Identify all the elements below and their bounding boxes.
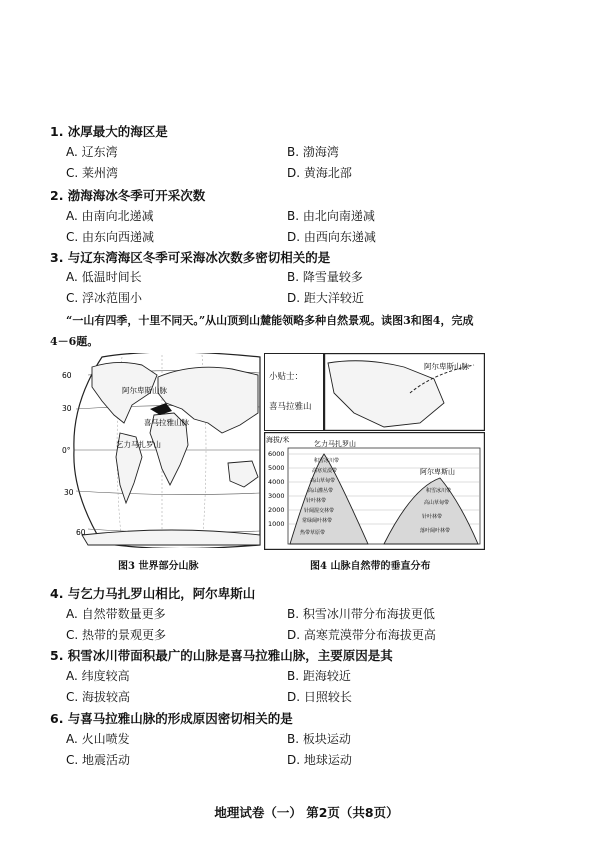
svg-text:积雪冰川带: 积雪冰川带 bbox=[426, 488, 452, 494]
figure3-world-map bbox=[62, 353, 262, 548]
question-3-option-d[interactable]: D. 距大洋较近 bbox=[287, 291, 364, 305]
question-2-option-b[interactable]: B. 由北向南递减 bbox=[287, 209, 375, 223]
svg-text:4000: 4000 bbox=[268, 478, 285, 486]
question-4-option-b[interactable]: B. 积雪冰川带分布海拔更低 bbox=[287, 607, 435, 621]
antarctica-shape bbox=[82, 530, 260, 545]
intro-line-1: “一山有四季，十里不同天。”从山顶到山麓能领略多种自然景观。读图3和图4，完成 bbox=[66, 314, 474, 327]
tip-label: 小贴士： bbox=[269, 372, 304, 382]
question-6-stem: 6. 与喜马拉雅山脉的形成原因密切相关的是 bbox=[50, 711, 293, 726]
tip-value: 喜马拉雅山 bbox=[269, 402, 312, 412]
svg-text:1000: 1000 bbox=[268, 520, 285, 528]
svg-text:积雪冰川带: 积雪冰川带 bbox=[314, 458, 340, 464]
question-3-option-c[interactable]: C. 浮冰范围小 bbox=[66, 291, 143, 305]
question-5-option-b[interactable]: B. 距海较近 bbox=[287, 669, 351, 683]
figure4-caption: 图4 山脉自然带的垂直分布 bbox=[310, 561, 431, 572]
question-1-stem: 1. 冰厚最大的海区是 bbox=[50, 124, 168, 139]
question-2-stem: 2. 渤海海冰冬季可开采次数 bbox=[50, 188, 206, 203]
figure4-inset-map bbox=[324, 353, 485, 431]
svg-text:高山草甸带: 高山草甸带 bbox=[424, 500, 450, 506]
lat-label-60s: 60 bbox=[76, 528, 86, 537]
page-footer: 地理试卷（一） 第2页（共8页） bbox=[214, 805, 399, 820]
svg-text:5000: 5000 bbox=[268, 464, 285, 472]
label-kilimanjaro: 乞力马扎罗山 bbox=[116, 440, 161, 449]
question-6-option-b[interactable]: B. 板块运动 bbox=[287, 732, 351, 746]
label-alps: 阿尔卑斯山脉 bbox=[122, 386, 167, 395]
question-1-option-b[interactable]: B. 渤海湾 bbox=[287, 145, 339, 159]
svg-text:3000: 3000 bbox=[268, 492, 285, 500]
y-axis-title: 海拔/米 bbox=[266, 436, 290, 444]
peak-label-kilimanjaro: 乞力马扎罗山 bbox=[314, 440, 356, 448]
question-5-option-c[interactable]: C. 海拔较高 bbox=[66, 690, 131, 704]
peak-label-alps: 阿尔卑斯山 bbox=[420, 468, 455, 476]
figure4-zonation-chart bbox=[264, 432, 485, 550]
question-5-option-a[interactable]: A. 纬度较高 bbox=[66, 669, 130, 683]
lat-label-equator: 0° bbox=[62, 446, 71, 455]
question-3-option-a[interactable]: A. 低温时间长 bbox=[66, 270, 142, 284]
svg-text:针阔混交林带: 针阔混交林带 bbox=[304, 508, 335, 514]
question-1-option-a[interactable]: A. 辽东湾 bbox=[66, 145, 118, 159]
svg-text:常绿阔叶林带: 常绿阔叶林带 bbox=[302, 518, 333, 524]
svg-text:针叶林带: 针叶林带 bbox=[422, 514, 443, 520]
figure3-caption: 图3 世界部分山脉 bbox=[118, 561, 199, 572]
svg-text:落叶阔叶林带: 落叶阔叶林带 bbox=[420, 528, 451, 534]
question-5-stem: 5. 积雪冰川带面积最广的山脉是喜马拉雅山脉，主要原因是其 bbox=[50, 648, 393, 663]
svg-text:热带草原带: 热带草原带 bbox=[300, 530, 326, 536]
svg-text:高山灌丛带: 高山灌丛带 bbox=[308, 488, 334, 494]
question-4-option-d[interactable]: D. 高寒荒漠带分布海拔更高 bbox=[287, 628, 436, 642]
svg-text:高山草甸带: 高山草甸带 bbox=[310, 478, 336, 484]
lat-label-30n: 30 bbox=[62, 404, 72, 413]
svg-text:针叶林带: 针叶林带 bbox=[306, 498, 327, 504]
lat-label-30s: 30 bbox=[64, 488, 74, 497]
question-2-option-d[interactable]: D. 由西向东递减 bbox=[287, 230, 376, 244]
question-5-option-d[interactable]: D. 日照较长 bbox=[287, 690, 352, 704]
question-3-stem: 3. 与辽东湾海区冬季可采海冰次数多密切相关的是 bbox=[50, 250, 331, 265]
question-2-option-a[interactable]: A. 由南向北递减 bbox=[66, 209, 154, 223]
svg-text:2000: 2000 bbox=[268, 506, 285, 514]
question-6-option-c[interactable]: C. 地震活动 bbox=[66, 753, 131, 767]
svg-text:6000: 6000 bbox=[268, 450, 285, 458]
tip-box bbox=[264, 353, 324, 431]
question-6-option-a[interactable]: A. 火山喷发 bbox=[66, 732, 130, 746]
question-1-option-c[interactable]: C. 莱州湾 bbox=[66, 166, 119, 180]
inset-label: 阿尔卑斯山脉 bbox=[424, 362, 469, 371]
question-3-option-b[interactable]: B. 降雪量较多 bbox=[287, 270, 363, 284]
question-4-option-a[interactable]: A. 自然带数量更多 bbox=[66, 607, 166, 621]
question-4-stem: 4. 与乞力马扎罗山相比，阿尔卑斯山 bbox=[50, 586, 256, 601]
intro-line-2: 4－6题。 bbox=[50, 335, 99, 348]
lat-label-60n: 60 bbox=[62, 371, 72, 380]
question-6-option-d[interactable]: D. 地球运动 bbox=[287, 753, 352, 767]
question-1-option-d[interactable]: D. 黄海北部 bbox=[287, 166, 352, 180]
question-2-option-c[interactable]: C. 由东向西递减 bbox=[66, 230, 155, 244]
question-4-option-c[interactable]: C. 热带的景观更多 bbox=[66, 628, 167, 642]
label-himalaya: 喜马拉雅山脉 bbox=[144, 418, 189, 427]
svg-text:高寒荒漠带: 高寒荒漠带 bbox=[312, 468, 338, 474]
